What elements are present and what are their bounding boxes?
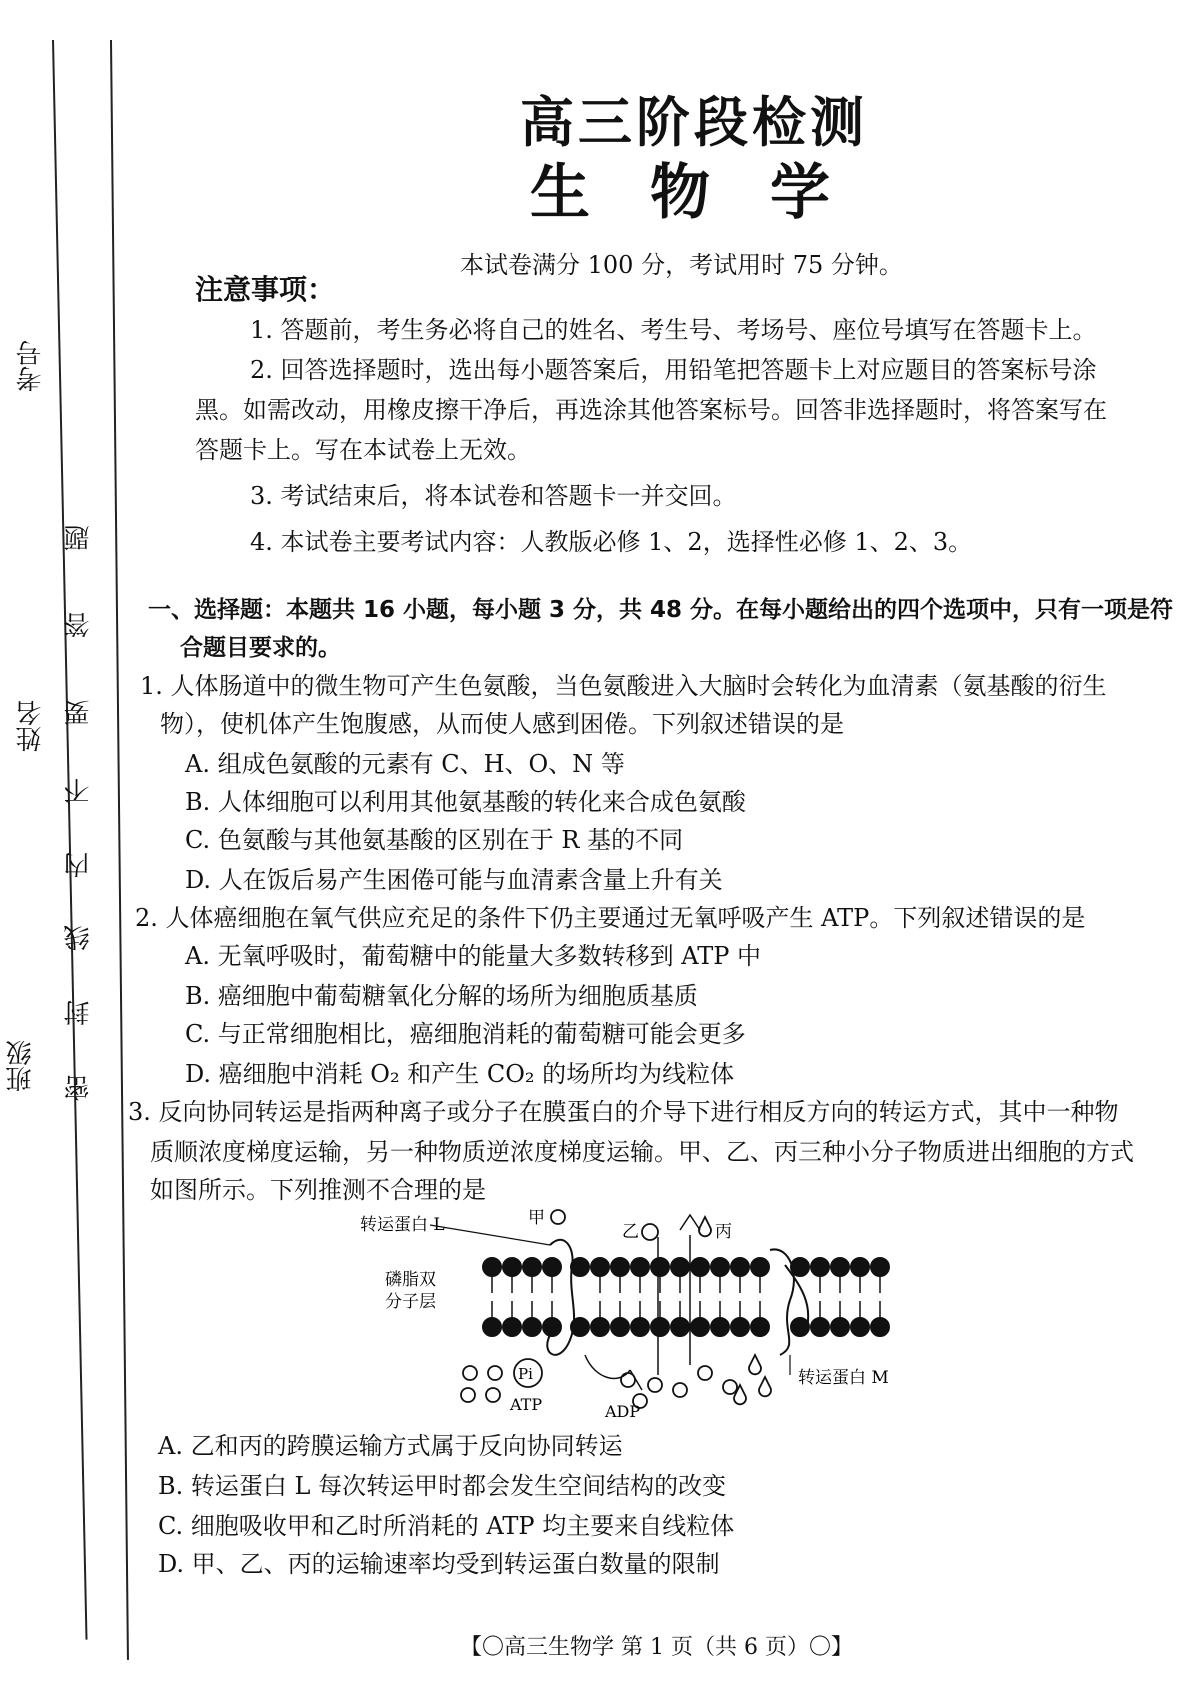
- section-heading: 一、选择题：本题共 16 小题，每小题 3 分，共 48 分。在每小题给出的四个选项中，只有一项是符: [148, 597, 1174, 623]
- notice-item: 3. 考试结束后，将本试卷和答题卡一并交回。: [250, 482, 737, 510]
- figure-label-bing: 丙: [715, 1222, 732, 1242]
- seal-word: 封: [64, 1000, 94, 1026]
- question-1-option-c: C. 色氨酸与其他氨基酸的区别在于 R 基的不同: [185, 826, 684, 854]
- figure-label-bilayer: 磷脂双: [385, 1270, 436, 1290]
- notice-heading: 注意事项：: [195, 273, 336, 306]
- question-1-stem: 物），使机体产生饱腹感，从而使人感到困倦。下列叙述错误的是: [160, 710, 844, 738]
- class-label: 班级: [6, 1040, 36, 1092]
- question-3-stem: 如图所示。下列推测不合理的是: [150, 1176, 486, 1204]
- name-label: 姓名: [16, 700, 46, 752]
- figure-label-atp: ATP: [510, 1395, 543, 1414]
- exam-number-label: 考号: [16, 340, 46, 392]
- figure-label-yi: 乙: [622, 1222, 639, 1242]
- seal-word: 线: [64, 925, 94, 951]
- phospholipid-heads-top: [483, 1258, 889, 1276]
- exam-title: 高三阶段检测: [520, 91, 868, 154]
- question-3-stem: 质顺浓度梯度运输，另一种物质逆浓度梯度运输。甲、乙、丙三种小分子物质进出细胞的方式: [150, 1138, 1134, 1166]
- figure-label-protein-l: 转运蛋白 L: [360, 1215, 445, 1235]
- question-3-option-c: C. 细胞吸收甲和乙时所消耗的 ATP 均主要来自线粒体: [158, 1512, 735, 1540]
- question-3-option-a: A. 乙和丙的跨膜运输方式属于反向协同转运: [158, 1432, 623, 1460]
- question-1-option-d: D. 人在饭后易产生困倦可能与血清素含量上升有关: [185, 866, 723, 894]
- seal-word: 不: [64, 778, 94, 804]
- notice-item: 2. 回答选择题时，选出每小题答案后，用铅笔把答题卡上对应题目的答案标号涂: [250, 356, 1097, 384]
- question-2-option-d: D. 癌细胞中消耗 O₂ 和产生 CO₂ 的场所均为线粒体: [185, 1060, 735, 1088]
- question-3-stem: 3. 反向协同转运是指两种离子或分子在膜蛋白的介导下进行相反方向的转运方式，其中一种物: [128, 1098, 1119, 1126]
- figure-label-bilayer: 分子层: [385, 1292, 436, 1312]
- question-3-option-b: B. 转运蛋白 L 每次转运甲时都会发生空间结构的改变: [158, 1472, 727, 1500]
- figure-label-protein-m: 转运蛋白 M: [798, 1368, 889, 1388]
- question-3-option-d: D. 甲、乙、丙的运输速率均受到转运蛋白数量的限制: [158, 1550, 720, 1578]
- question-2-stem: 2. 人体癌细胞在氧气供应充足的条件下仍主要通过无氧呼吸产生 ATP。下列叙述错误的是: [135, 904, 1086, 932]
- question-1-option-b: B. 人体细胞可以利用其他氨基酸的转化来合成色氨酸: [185, 788, 746, 816]
- seal-word: 答: [64, 612, 94, 638]
- figure-label-jia: 甲: [528, 1208, 545, 1228]
- seal-word: 题: [64, 525, 94, 551]
- notice-item: 黑。如需改动，用橡皮擦干净后，再选涂其他答案标号。回答非选择题时，将答案写在: [195, 396, 1107, 424]
- binding-line-inner: [110, 40, 129, 1660]
- seal-word: 内: [64, 852, 94, 878]
- question-1-stem: 1. 人体肠道中的微生物可产生色氨酸，当色氨酸进入大脑时会转化为血清素（氨基酸的衍生: [140, 672, 1107, 700]
- seal-word: 要: [64, 700, 94, 726]
- seal-word: 密: [64, 1075, 94, 1101]
- binding-line-outer: [52, 40, 88, 1640]
- notice-item: 1. 答题前，考生务必将自己的姓名、考生号、考场号、座位号填写在答题卡上。: [250, 316, 1097, 344]
- exam-meta: 本试卷满分 100 分，考试用时 75 分钟。: [460, 251, 903, 279]
- notice-item: 4. 本试卷主要考试内容：人教版必修 1、2，选择性必修 1、2、3。: [250, 528, 973, 556]
- molecule-circles: [461, 1210, 737, 1408]
- transporter-l-shape: [547, 1240, 574, 1355]
- figure-label-pi: Pi: [518, 1365, 533, 1383]
- question-2-option-b: B. 癌细胞中葡萄糖氧化分解的场所为细胞质基质: [185, 982, 698, 1010]
- notice-item: 答题卡上。写在本试卷上无效。: [195, 436, 531, 464]
- subject-title: 生物学: [530, 158, 890, 228]
- section-heading-cont: 合题目要求的。: [180, 635, 341, 661]
- question-2-option-c: C. 与正常细胞相比，癌细胞消耗的葡萄糖可能会更多: [185, 1020, 746, 1048]
- question-1-option-a: A. 组成色氨酸的元素有 C、H、O、N 等: [185, 750, 625, 778]
- membrane-transport-figure: [360, 1205, 920, 1420]
- phospholipid-heads-bottom: [483, 1318, 889, 1336]
- question-2-option-a: A. 无氧呼吸时，葡萄糖中的能量大多数转移到 ATP 中: [185, 942, 762, 970]
- page-footer: 【〇高三生物学 第 1 页（共 6 页）〇】: [460, 1635, 853, 1660]
- figure-label-adp: ADP: [605, 1402, 641, 1420]
